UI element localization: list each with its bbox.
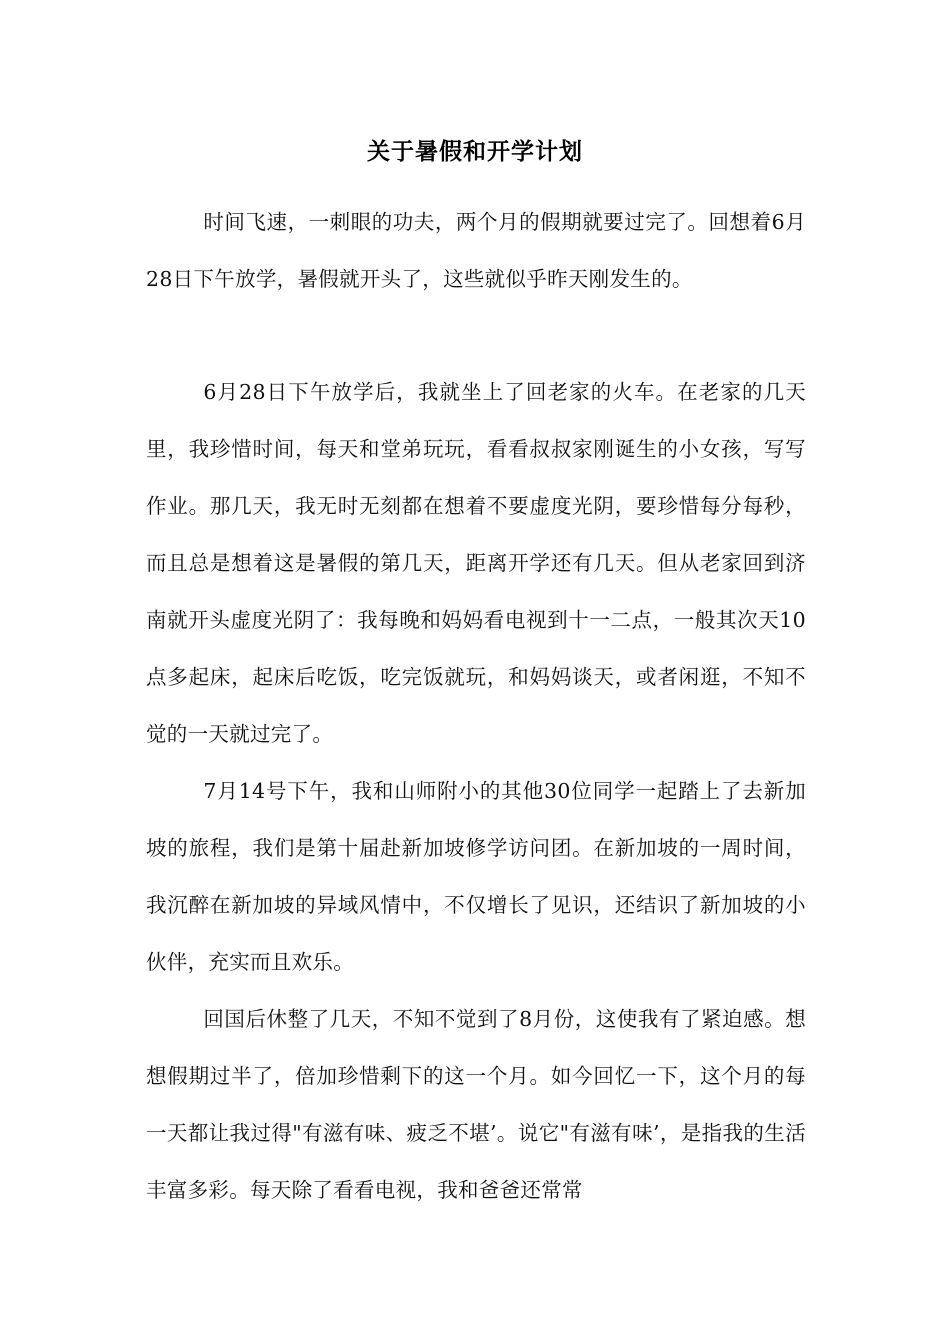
document-title: 关于暑假和开学计划 [367, 139, 583, 165]
paragraph-2: 6月28日下午放学后，我就坐上了回老家的火车。在老家的几天里，我珍惜时间，每天和堂弟玩玩，看看叔叔家刚诞生的小女孩，写写作业。那几天，我无时无刻都在想着不要虚度光阴，要珍惜每分每秒，而且总是想着这是暑假的第几天，距离开学还有几天。但从老家回到济南就开头虚度光阴了：我每晚和妈妈看电视到十一二点，一般其次天10点多起床，起床后吃饭，吃完饭就玩，和妈妈谈天，或者闲逛，不知不觉的一天就过完了。 [146, 380, 806, 746]
paragraph-4: 回国后休整了几天，不知不觉到了8月份，这使我有了紧迫感。想想假期过半了，倍加珍惜剩下的这一个月。如今回忆一下，这个月的每一天都让我过得"有滋有味、疲乏不堪’。说它"有滋有味’，是指我的生活丰富多彩。每天除了看看电视，我和爸爸还常常 [146, 1007, 806, 1202]
paragraph-3: 7月14号下午，我和山师附小的其他30位同学一起踏上了去新加坡的旅程，我们是第十届赴新加坡修学访问团。在新加坡的一周时间，我沉醉在新加坡的异域风情中，不仅增长了见识，还结识了新加坡的小伙伴，充实而且欢乐。 [146, 779, 806, 974]
paragraph-1: 时间飞速，一刺眼的功夫，两个月的假期就要过完了。回想着6月28日下午放学，暑假就开头了，这些就似乎昨天刚发生的。 [146, 210, 806, 291]
main-section [146, 364, 806, 1219]
intro-section [146, 194, 806, 308]
